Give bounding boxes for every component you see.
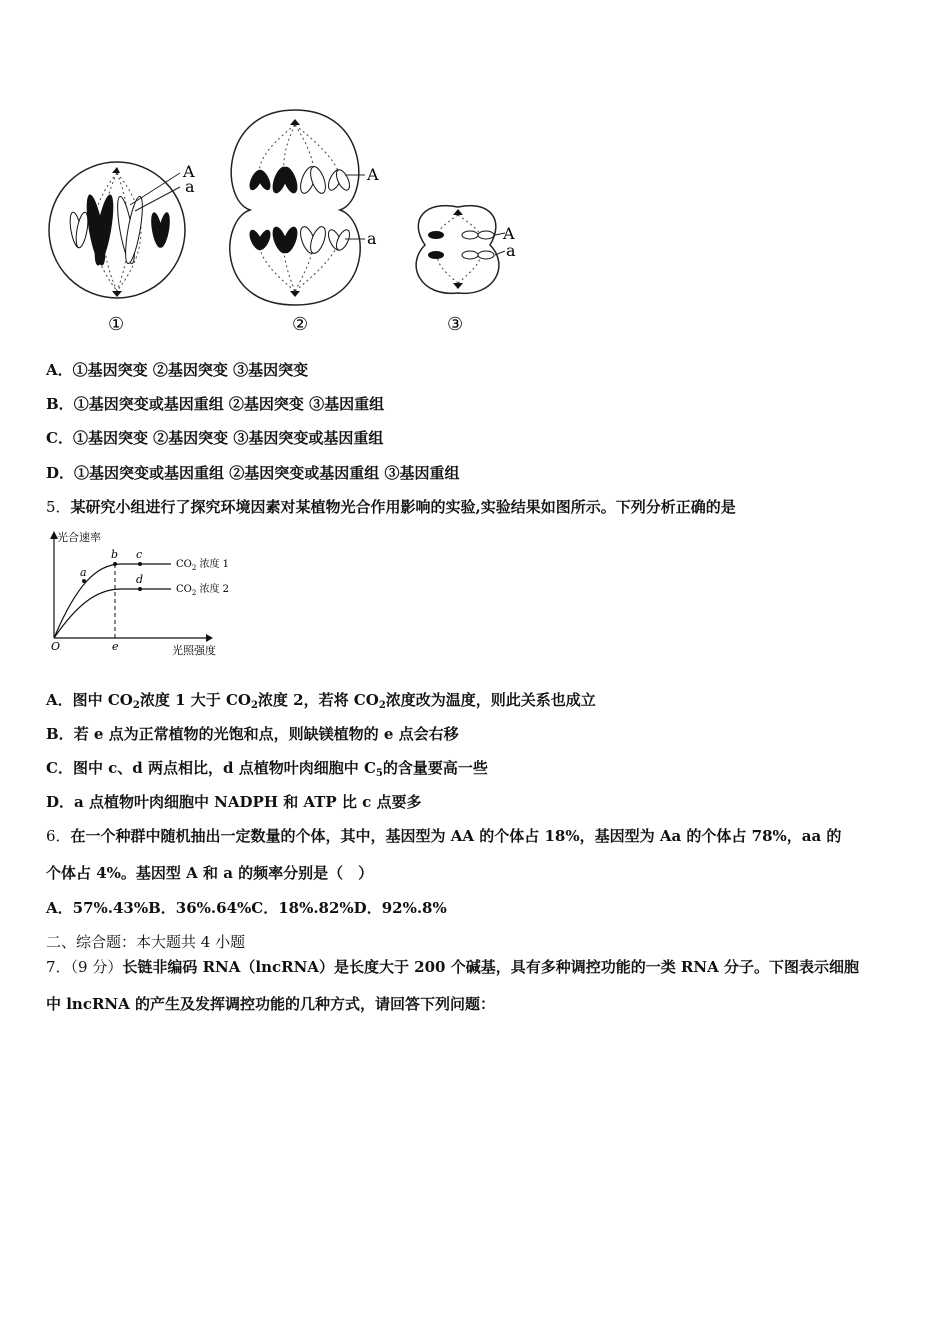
cell3-label-A: A bbox=[503, 224, 515, 243]
point-e: e bbox=[112, 640, 119, 653]
curve1-label: $CO_2$ 浓度 1 bbox=[176, 559, 230, 572]
q5-option-a: A．图中 $CO_2$浓度 1 大于 $CO_2$浓度 2，若将 $CO_2$浓度改为温度，则此关系也成立 bbox=[46, 691, 596, 711]
q5-option-b: B．若 e 点为正常植物的光饱和点，则缺镁植物的 e 点会右移 bbox=[46, 725, 459, 743]
point-a: a bbox=[80, 566, 87, 579]
graph-origin: O bbox=[51, 640, 61, 653]
cell-2 bbox=[230, 110, 379, 335]
cell3-label-a: a bbox=[506, 241, 516, 260]
cell3-caption: ③ bbox=[447, 314, 464, 335]
curve2-label: $CO_2$ 浓度 2 bbox=[176, 584, 230, 597]
q5-option-d: D．a 点植物叶肉细胞中 NADPH 和 ATP 比 c 点要多 bbox=[46, 793, 422, 811]
q4-option-b: B．①基因突变或基因重组 ②基因突变 ③基因重组 bbox=[46, 395, 385, 413]
q4-option-a: A．①基因突变 ②基因突变 ③基因突变 bbox=[46, 361, 309, 379]
photosynthesis-graph bbox=[46, 526, 246, 661]
cell1-caption: ① bbox=[108, 314, 125, 335]
graph-y-label: 光合速率 bbox=[57, 531, 101, 544]
q5-option-c: C．图中 c、d 两点相比，d 点植物叶肉细胞中 $C_5$的含量要高一些 bbox=[46, 759, 488, 779]
cell1-label-a: a bbox=[185, 177, 195, 196]
cell2-caption: ② bbox=[292, 314, 309, 335]
q5-stem: 5．某研究小组进行了探究环境因素对某植物光合作用影响的实验,实验结果如图所示。下列分析正确的是 bbox=[46, 498, 736, 516]
cell-division-figure bbox=[40, 105, 540, 340]
cell-3 bbox=[416, 206, 516, 335]
q4-option-d: D．①基因突变或基因重组 ②基因突变或基因重组 ③基因重组 bbox=[46, 464, 460, 482]
q6-options: A．57%.43%B．36%.64%C．18%.82%D．92%.8% bbox=[46, 899, 447, 917]
cell1-label-A: A bbox=[183, 162, 195, 181]
cell2-label-a: a bbox=[367, 229, 377, 248]
point-c: c bbox=[136, 548, 143, 561]
section2-heading: 二、综合题：本大题共 4 小题 bbox=[46, 933, 246, 951]
q7-stem-line1: 7．（9 分）长链非编码 RNA（lncRNA）是长度大于 200 个碱基，具有多种调控功能的一类 RNA 分子。下图表示细胞 bbox=[46, 958, 859, 976]
cell2-label-A: A bbox=[367, 165, 379, 184]
graph-x-label: 光照强度 bbox=[172, 644, 216, 657]
q4-option-c: C．①基因突变 ②基因突变 ③基因突变或基因重组 bbox=[46, 429, 384, 447]
q6-stem-line1: 6．在一个种群中随机抽出一定数量的个体，其中，基因型为 AA 的个体占 18%，基因型为 Aa 的个体占 78%，aa 的 bbox=[46, 827, 842, 845]
q6-stem-line2: 个体占 4%。基因型 A 和 a 的频率分别是（ ） bbox=[46, 864, 374, 882]
point-b: b bbox=[111, 548, 119, 561]
q7-stem-line2: 中 lncRNA 的产生及发挥调控功能的几种方式，请回答下列问题： bbox=[46, 995, 495, 1013]
cell-1 bbox=[49, 162, 195, 335]
point-d: d bbox=[136, 573, 144, 586]
